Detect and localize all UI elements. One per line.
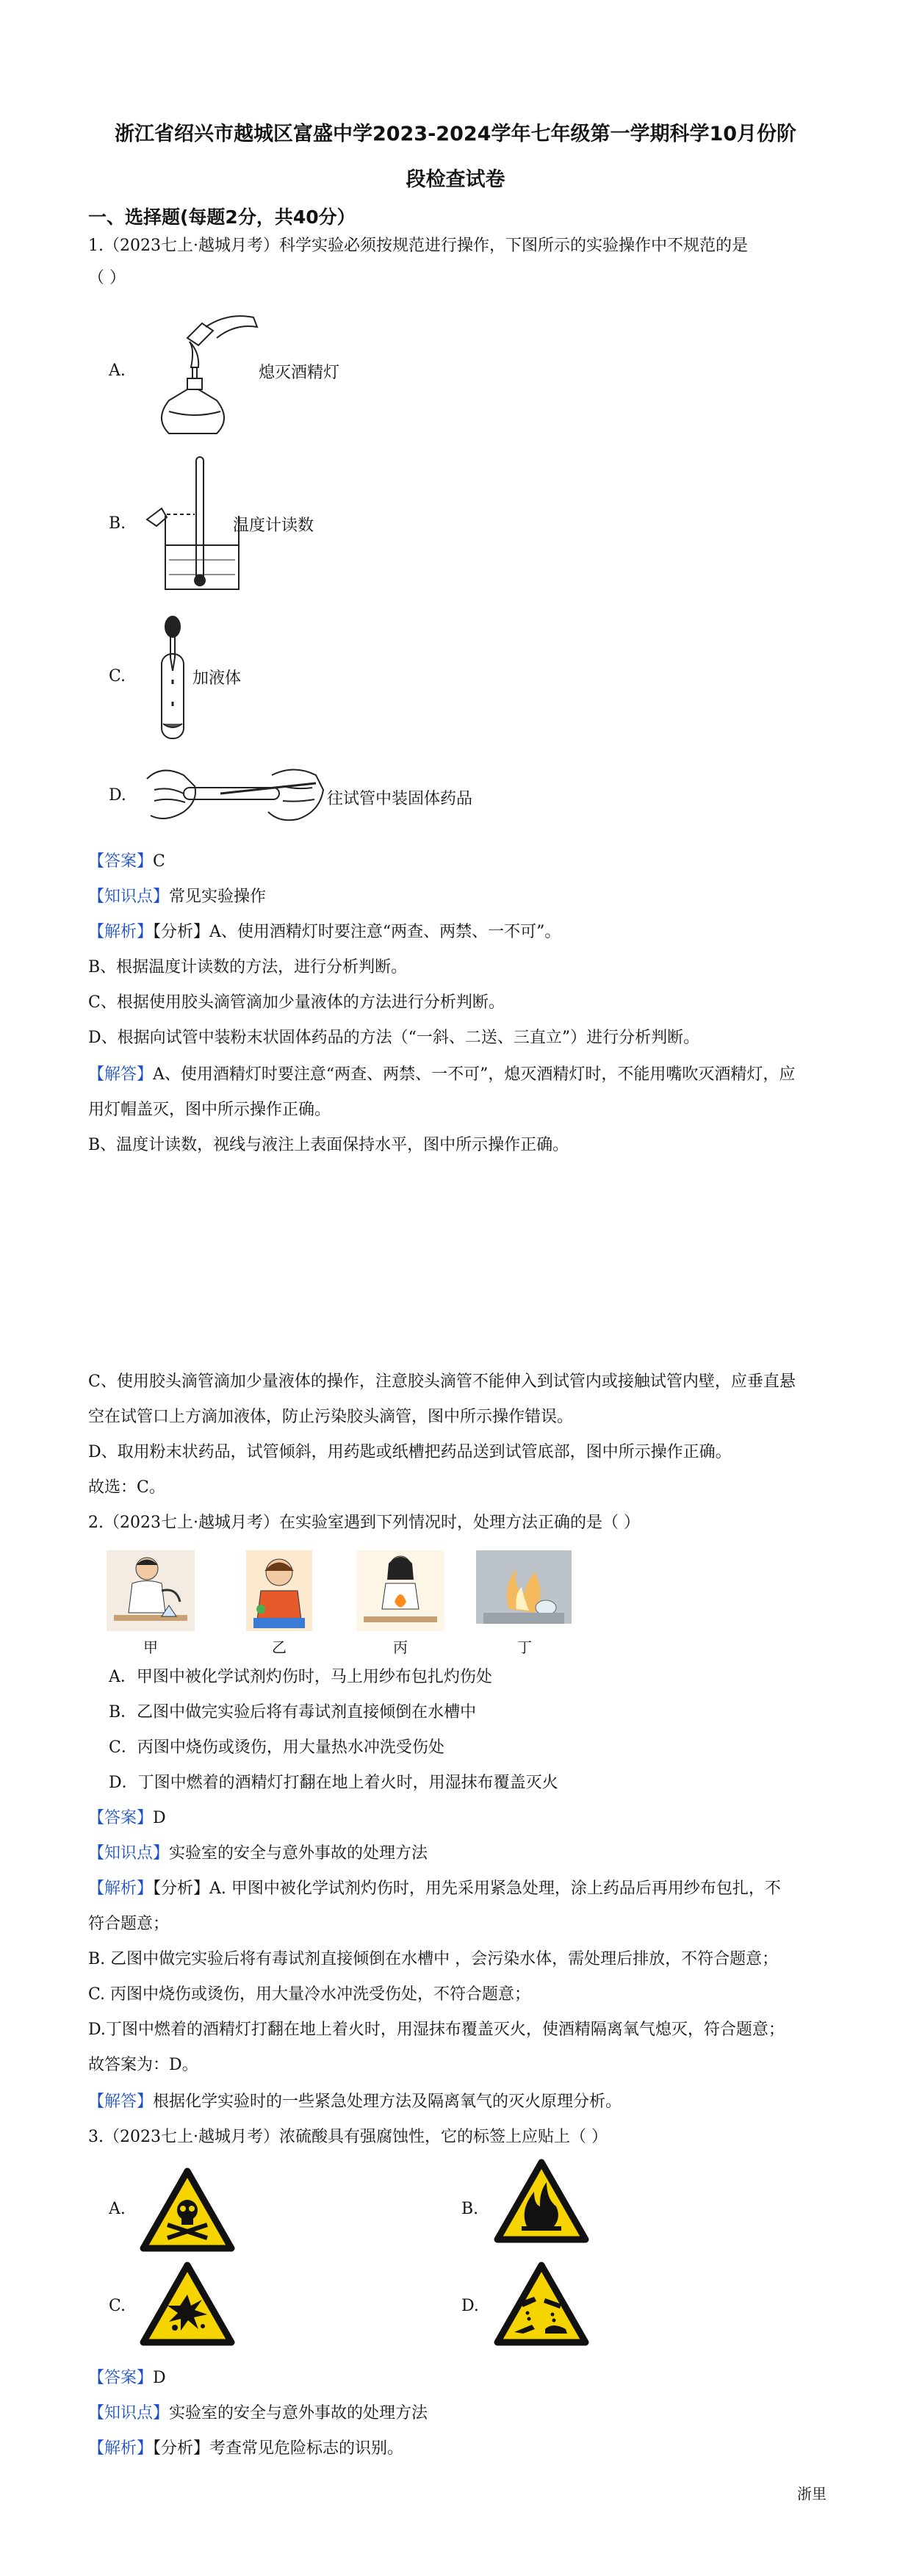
q1-analysis — [88, 921, 830, 943]
q1-analysis-line: C、根据使用胶头滴管滴加少量液体的方法进行分析判断。 — [88, 993, 505, 1012]
analysis-tag: 【解析】 — [88, 2439, 154, 2458]
burn-scene-image-jia — [107, 1550, 195, 1631]
q3-option-a-label: A. — [109, 2200, 126, 2218]
flammable-sign-icon — [494, 2159, 589, 2243]
q1-solution-line: D、取用粉末状药品，试管倾斜，用药匙或纸槽把药品送到试管底部，图中所示操作正确。 — [88, 1443, 732, 1461]
exam-title-line2: 段检查试卷 — [406, 168, 505, 191]
hands-test-tube-icon — [140, 757, 331, 838]
q1-option-b-label: B. — [109, 514, 126, 533]
answer-tag: 【答案】 — [88, 1809, 154, 1827]
q1-paren: （ ） — [88, 269, 126, 287]
analysis-text: 【分析】考查常见危险标志的识别。 — [153, 2439, 404, 2458]
answer-tag: 【答案】 — [88, 2369, 154, 2387]
q3-answer — [88, 2367, 830, 2389]
q1-option-a-text: 熄灭酒精灯 — [259, 364, 340, 382]
solution-tag: 【解答】 — [88, 2093, 154, 2111]
q2-analysis-line: B. 乙图中做完实验后将有毒试剂直接倾倒在水槽中 ，会污染水体，需处理后排放，不符合题意； — [88, 1950, 779, 1968]
q2-option-b: B．乙图中做完实验后将有毒试剂直接倾倒在水槽中 — [109, 1703, 477, 1721]
answer-value: D — [153, 1809, 166, 1827]
q3-knowledge-point — [88, 2403, 830, 2425]
q2-analysis-line: C. 丙图中烧伤或烫伤，用大量冷水冲洗受伤处，不符合题意； — [88, 1985, 531, 2004]
q1-knowledge-point — [88, 886, 830, 908]
q2-analysis-line: 符合题意； — [88, 1915, 170, 1933]
dropper-tube-icon — [151, 614, 195, 746]
knowledge-point-tag: 【知识点】 — [88, 888, 170, 906]
q3-stem: 3.（2023七上·越城月考）浓硫酸具有强腐蚀性，它的标签上应贴上（ ） — [88, 2128, 608, 2146]
page-footer: 浙里 — [797, 2485, 827, 2503]
q2-answer — [88, 1807, 830, 1830]
knowledge-point-text: 常见实验操作 — [169, 888, 267, 906]
q1-option-d-text: 往试管中装固体药品 — [327, 790, 473, 808]
solution-text: 根据化学实验时的一些紧急处理方法及隔离氧气的灭火原理分析。 — [153, 2093, 622, 2111]
section-heading: 一、选择题(每题2分，共40分） — [88, 206, 356, 228]
q2-analysis — [88, 1878, 830, 1900]
alcohol-lamp-icon — [147, 309, 264, 441]
q2-stem: 2.（2023七上·越城月考）在实验室遇到下列情况时，处理方法正确的是（ ） — [88, 1514, 640, 1532]
q1-solution-line: B、温度计读数，视线与液注上表面保持水平，图中所示操作正确。 — [88, 1136, 569, 1154]
knowledge-point-tag: 【知识点】 — [88, 1844, 170, 1863]
q3-analysis — [88, 2438, 830, 2460]
q2-caption-bing: 丙 — [393, 1638, 408, 1656]
q3-option-c-label: C. — [109, 2297, 126, 2315]
toxic-skull-sign-icon — [140, 2167, 235, 2252]
q1-option-b-text: 温度计读数 — [233, 517, 314, 535]
waste-scene-image-yi — [246, 1550, 312, 1631]
analysis-tag: 【解析】 — [88, 1879, 154, 1898]
knowledge-point-text: 实验室的安全与意外事故的处理方法 — [169, 1844, 428, 1863]
q2-analysis-line: 故答案为：D。 — [88, 2056, 198, 2074]
q1-option-c-text: 加液体 — [192, 669, 242, 688]
q2-option-c: C．丙图中烧伤或烫伤，用大量热水冲洗受伤处 — [109, 1738, 444, 1757]
answer-value: D — [153, 2369, 166, 2387]
q2-analysis-line: D.丁图中燃着的酒精灯打翻在地上着火时，用湿抹布覆盖灭火，使酒精隔离氧气熄灭，符合题意； — [88, 2021, 785, 2039]
analysis-text: 【分析】A、使用酒精灯时要注意“两查、两禁、一不可”。 — [153, 923, 561, 941]
exam-title-line1: 浙江省绍兴市越城区富盛中学2023-2024学年七年级第一学期科学10月份阶 — [114, 123, 797, 145]
q2-option-d: D．丁图中燃着的酒精灯打翻在地上着火时，用湿抹布覆盖灭火 — [109, 1774, 558, 1792]
q3-option-d-label: D. — [461, 2297, 479, 2315]
q1-option-d-label: D. — [109, 786, 126, 805]
corrosive-sign-icon — [494, 2262, 589, 2346]
q1-analysis-line: B、根据温度计读数的方法，进行分析判断。 — [88, 958, 408, 976]
solution-text: A、使用酒精灯时要注意“两查、两禁、一不可”，熄灭酒精灯时，不能用嘴吹灭酒精灯，应 — [153, 1065, 796, 1084]
q1-option-a-label: A. — [109, 361, 126, 380]
q2-knowledge-point — [88, 1843, 830, 1865]
q1-analysis-line: D、根据向试管中装粉末状固体药品的方法（“一斜、二送、三直立”）进行分析判断。 — [88, 1029, 700, 1047]
analysis-text: 【分析】A. 甲图中被化学试剂灼伤时，用先采用紧急处理，涂上药品后再用纱布包扎，不 — [153, 1879, 781, 1898]
q1-answer — [88, 851, 830, 873]
q1-solution-line: C、使用胶头滴管滴加少量液体的操作，注意胶头滴管不能伸入到试管内或接触试管内壁，应垂直悬 — [88, 1372, 796, 1391]
q2-solution — [88, 2091, 830, 2113]
q2-option-a: A．甲图中被化学试剂灼伤时，马上用纱布包扎灼伤处 — [109, 1668, 492, 1686]
q1-solution — [88, 1064, 830, 1086]
answer-tag: 【答案】 — [88, 852, 154, 871]
q1-stem: 1.（2023七上·越城月考）科学实验必须按规范进行操作，下图所示的实验操作中不规范的是 — [88, 237, 748, 255]
q2-caption-jia: 甲 — [143, 1638, 158, 1656]
q1-conclusion: 故选：C。 — [88, 1478, 165, 1497]
spilled-lamp-image-ding — [476, 1550, 572, 1624]
analysis-tag: 【解析】 — [88, 923, 154, 941]
q1-solution-line: 空在试管口上方滴加液体，防止污染胶头滴管，图中所示操作错误。 — [88, 1408, 574, 1426]
q3-option-b-label: B. — [461, 2200, 479, 2218]
q1-solution-line: 用灯帽盖灭，图中所示操作正确。 — [88, 1101, 331, 1119]
q2-caption-yi: 乙 — [272, 1638, 287, 1656]
q1-option-c-label: C. — [109, 667, 126, 686]
fire-scene-image-bing — [356, 1550, 444, 1631]
solution-tag: 【解答】 — [88, 1065, 154, 1084]
knowledge-point-text: 实验室的安全与意外事故的处理方法 — [169, 2404, 428, 2422]
answer-value: C — [153, 852, 165, 871]
knowledge-point-tag: 【知识点】 — [88, 2404, 170, 2422]
explosive-sign-icon — [140, 2262, 235, 2346]
q2-caption-ding: 丁 — [517, 1638, 532, 1656]
